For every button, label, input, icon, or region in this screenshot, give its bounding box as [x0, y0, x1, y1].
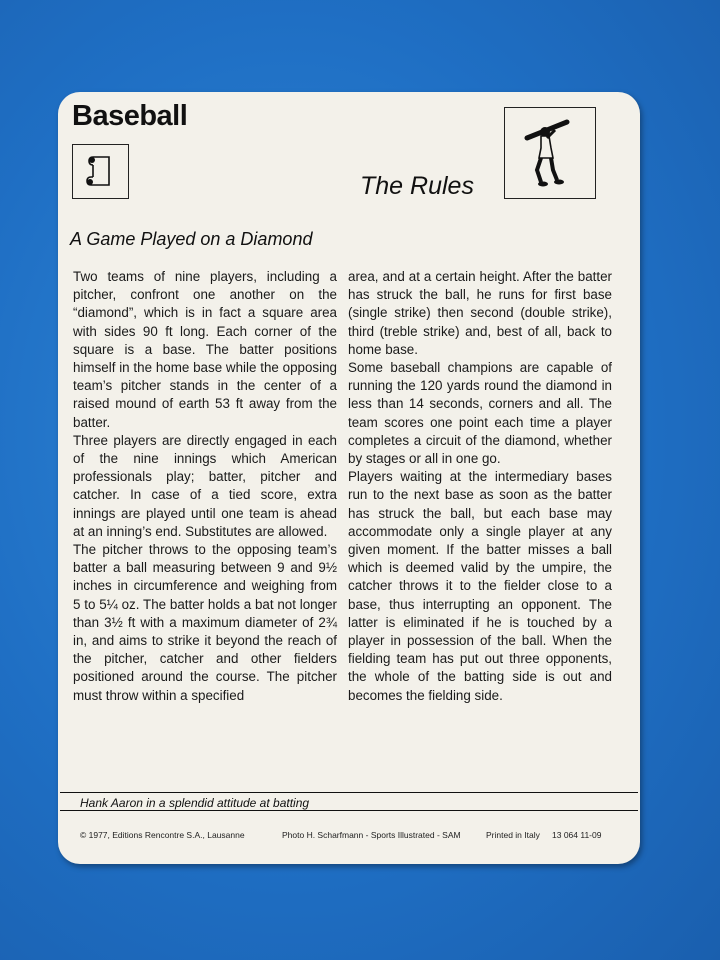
text-column-left	[73, 268, 337, 705]
text-column-right	[348, 268, 612, 705]
category-icon-frame	[72, 144, 129, 199]
divider	[60, 792, 638, 793]
photo-caption: Hank Aaron in a splendid attitude at batting	[80, 796, 310, 810]
paragraph: Three players are directly engaged in each of the nine innings which American professionals play; batter, pitcher and catcher. In case of a tied score, extra innings are played until one team is ahead at an inning’s end. Substitutes are allowed.	[73, 432, 337, 539]
card-code: 13 064 11-09	[552, 830, 602, 840]
card-title: The Rules	[360, 172, 474, 200]
category-title: Baseball	[72, 100, 188, 132]
sports-card	[58, 92, 640, 864]
paragraph: area, and at a certain height. After the batter has struck the ball, he runs for first base (single strike) then second (double strike), third (treble strike) and, best of all, back to home base.	[348, 269, 612, 357]
printed-in: Printed in Italy	[486, 830, 540, 840]
card-subtitle: A Game Played on a Diamond	[70, 229, 313, 249]
paragraph: The pitcher throws to the opposing team’s batter a ball measuring between 9 and 9½ inches in circumference and weighing from 5 to 5¼ oz. The batter holds a bat not longer than 3½ ft with a maximum diameter of 2¾ in, and aims to strike it beyond the reach of the pitcher, catcher and other fielders positioned around the course. The pitcher must throw within a specified	[73, 542, 337, 703]
player-photo	[504, 107, 596, 199]
scroll-icon	[73, 145, 127, 197]
divider	[60, 810, 638, 811]
paragraph: Two teams of nine players, including a pitcher, confront one another on the “diamond”, which is in fact a square area with sides 90 ft long. Each corner of the square is a base. The batter positions himself in the home base while the opposing team’s pitcher stands in the center of a raised mound of earth 53 ft away from the batter.	[73, 269, 337, 430]
paragraph: Players waiting at the intermediary bases run to the next base as soon as the batter has struck the ball, but each base may accommodate only a single player at any given moment. If the batter misses a ball which is deemed valid by the umpire, the catcher throws it to the fielder close to a base, thus interrupting an opponent. The latter is eliminated if he is touched by a player in possession of the ball. When the fielding team has put out three opponents, the whole of the batting side is out and becomes the fielding side.	[348, 469, 612, 703]
paragraph: Some baseball champions are capable of running the 120 yards round the diamond in less than 14 seconds, corners and all. The team scores one point each time a player completes a circuit of the diamond, whether by stages or all in one go.	[348, 360, 612, 467]
batter-silhouette-icon	[505, 108, 594, 197]
copyright-text: © 1977, Editions Rencontre S.A., Lausanne	[80, 830, 245, 840]
photo-credit: Photo H. Scharfmann - Sports Illustrated - SAM	[282, 830, 461, 840]
